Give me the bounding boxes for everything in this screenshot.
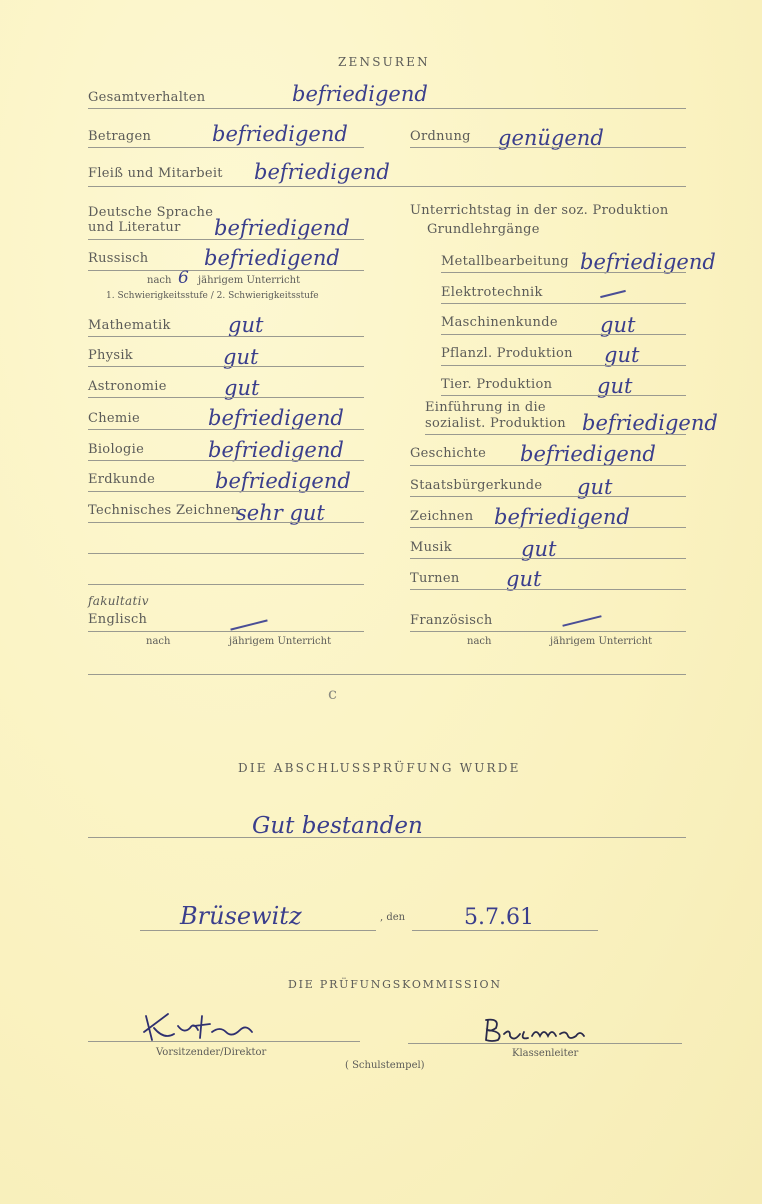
- grade-pflanzl-produktion: gut: [604, 343, 640, 367]
- englisch-nach: nach: [146, 636, 171, 647]
- teacher-label: Klassenleiter: [512, 1048, 579, 1059]
- rule: [140, 930, 376, 931]
- grade-gesamtverhalten: befriedigend: [292, 82, 428, 106]
- label-gesamtverhalten: Gesamtverhalten: [88, 90, 206, 105]
- rule: [410, 465, 686, 466]
- grade-tier-produktion: gut: [597, 374, 633, 398]
- place: Brüsewitz: [180, 902, 302, 930]
- label-zeichnen: Zeichnen: [410, 509, 474, 524]
- rule: [441, 395, 686, 396]
- rule: [410, 496, 686, 497]
- label-musik: Musik: [410, 540, 452, 555]
- rule: [410, 527, 686, 528]
- rule: [410, 631, 686, 632]
- grade-dash-elektrotechnik: [600, 290, 626, 298]
- rule: [88, 270, 364, 271]
- grade-fleiss: befriedigend: [254, 160, 390, 184]
- label-geschichte: Geschichte: [410, 446, 487, 461]
- exam-heading: DIE ABSCHLUSSPRÜFUNG WURDE: [238, 761, 521, 775]
- rule: [88, 674, 686, 675]
- grade-musik: gut: [521, 537, 557, 561]
- director-label: Vorsitzender/Direktor: [156, 1047, 267, 1058]
- commission-heading: DIE PRÜFUNGSKOMMISSION: [288, 978, 502, 991]
- grade-mathematik: gut: [228, 313, 264, 337]
- rule: [88, 522, 364, 523]
- grade-astronomie: gut: [224, 376, 260, 400]
- label-einfuehrung-2: sozialist. Produktion: [425, 416, 566, 431]
- grade-erdkunde: befriedigend: [215, 469, 351, 493]
- grade-technisches-zeichnen: sehr gut: [236, 501, 325, 525]
- teacher-signature: [480, 1016, 590, 1044]
- label-pflanzl-produktion: Pflanzl. Produktion: [441, 346, 573, 361]
- rule: [88, 239, 364, 240]
- rule: [88, 366, 364, 367]
- rule: [410, 558, 686, 559]
- label-chemie: Chemie: [88, 411, 140, 426]
- grade-physik: gut: [223, 345, 259, 369]
- grade-chemie: befriedigend: [208, 406, 344, 430]
- rule: [88, 584, 364, 585]
- grade-metallbearbeitung: befriedigend: [580, 250, 716, 274]
- label-biologie: Biologie: [88, 442, 145, 457]
- rule: [88, 108, 686, 109]
- russisch-levels: 1. Schwierigkeitsstufe / 2. Schwierigkeitsstufe: [106, 291, 319, 301]
- grade-russisch: befriedigend: [204, 246, 340, 270]
- grade-einfuehrung: befriedigend: [582, 411, 718, 435]
- director-signature: [140, 1010, 260, 1044]
- rule: [408, 1043, 682, 1044]
- grade-dash-englisch: [230, 619, 267, 630]
- label-deutsch-1: Deutsche Sprache: [88, 205, 214, 220]
- rule: [441, 303, 686, 304]
- rule: [412, 930, 598, 931]
- label-franzoesisch: Französisch: [410, 613, 493, 628]
- label-erdkunde: Erdkunde: [88, 472, 156, 487]
- rule: [88, 147, 364, 148]
- grade-betragen: befriedigend: [212, 122, 348, 146]
- label-grundlehrgaenge: Grundlehrgänge: [427, 222, 540, 237]
- grade-maschinenkunde: gut: [600, 313, 636, 337]
- label-metallbearbeitung: Metallbearbeitung: [441, 254, 569, 269]
- englisch-note-text: jährigem Unterricht: [229, 636, 332, 647]
- label-betragen: Betragen: [88, 129, 152, 144]
- label-tier-produktion: Tier. Produktion: [441, 377, 553, 392]
- grade-dash-franzoesisch: [562, 615, 601, 627]
- rule: [88, 491, 364, 492]
- russisch-note-text: jährigem Unterricht: [198, 275, 301, 286]
- date: 5.7.61: [464, 905, 534, 930]
- grade-zeichnen: befriedigend: [494, 505, 630, 529]
- exam-result: Gut bestanden: [252, 813, 423, 839]
- stray-mark: c: [328, 684, 338, 703]
- label-russisch: Russisch: [88, 251, 149, 266]
- rule: [441, 334, 686, 335]
- stamp-label: ( Schulstempel): [345, 1060, 425, 1071]
- label-fakultativ: fakultativ: [88, 594, 149, 608]
- label-deutsch-2: und Literatur: [88, 220, 181, 235]
- rule: [88, 631, 364, 632]
- rule: [88, 553, 364, 554]
- label-fleiss: Fleiß und Mitarbeit: [88, 166, 223, 181]
- grade-ordnung: genügend: [498, 126, 604, 150]
- franzoesisch-note-text: jährigem Unterricht: [550, 636, 653, 647]
- rule: [441, 272, 686, 273]
- label-physik: Physik: [88, 348, 133, 363]
- den-label: , den: [380, 912, 406, 923]
- rule: [88, 837, 686, 838]
- rule: [410, 147, 686, 148]
- rule: [425, 434, 686, 435]
- label-turnen: Turnen: [410, 571, 460, 586]
- franzoesisch-nach: nach: [467, 636, 492, 647]
- rule: [88, 1041, 360, 1042]
- label-astronomie: Astronomie: [88, 379, 167, 394]
- grade-staatsbuergerkunde: gut: [577, 475, 613, 499]
- label-elektrotechnik: Elektrotechnik: [441, 285, 543, 300]
- rule: [410, 589, 686, 590]
- rule: [88, 460, 364, 461]
- zensuren-title: ZENSUREN: [338, 55, 430, 69]
- russisch-years: 6: [178, 268, 189, 288]
- russisch-nach: nach: [147, 275, 172, 286]
- rule: [88, 429, 364, 430]
- label-technisches-zeichnen: Technisches Zeichnen: [88, 503, 240, 518]
- rule: [88, 186, 686, 187]
- grade-turnen: gut: [506, 567, 542, 591]
- rule: [88, 397, 364, 398]
- grade-geschichte: befriedigend: [520, 442, 656, 466]
- grade-biologie: befriedigend: [208, 438, 344, 462]
- grade-deutsch: befriedigend: [214, 216, 350, 240]
- label-einfuehrung-1: Einführung in die: [425, 400, 546, 415]
- label-englisch: Englisch: [88, 612, 148, 627]
- label-mathematik: Mathematik: [88, 318, 171, 333]
- label-staatsbuergerkunde: Staatsbürgerkunde: [410, 478, 543, 493]
- label-ordnung: Ordnung: [410, 129, 471, 144]
- label-maschinenkunde: Maschinenkunde: [441, 315, 558, 330]
- rule: [441, 365, 686, 366]
- label-production-heading: Unterrichtstag in der soz. Produktion: [410, 203, 669, 218]
- rule: [88, 336, 364, 337]
